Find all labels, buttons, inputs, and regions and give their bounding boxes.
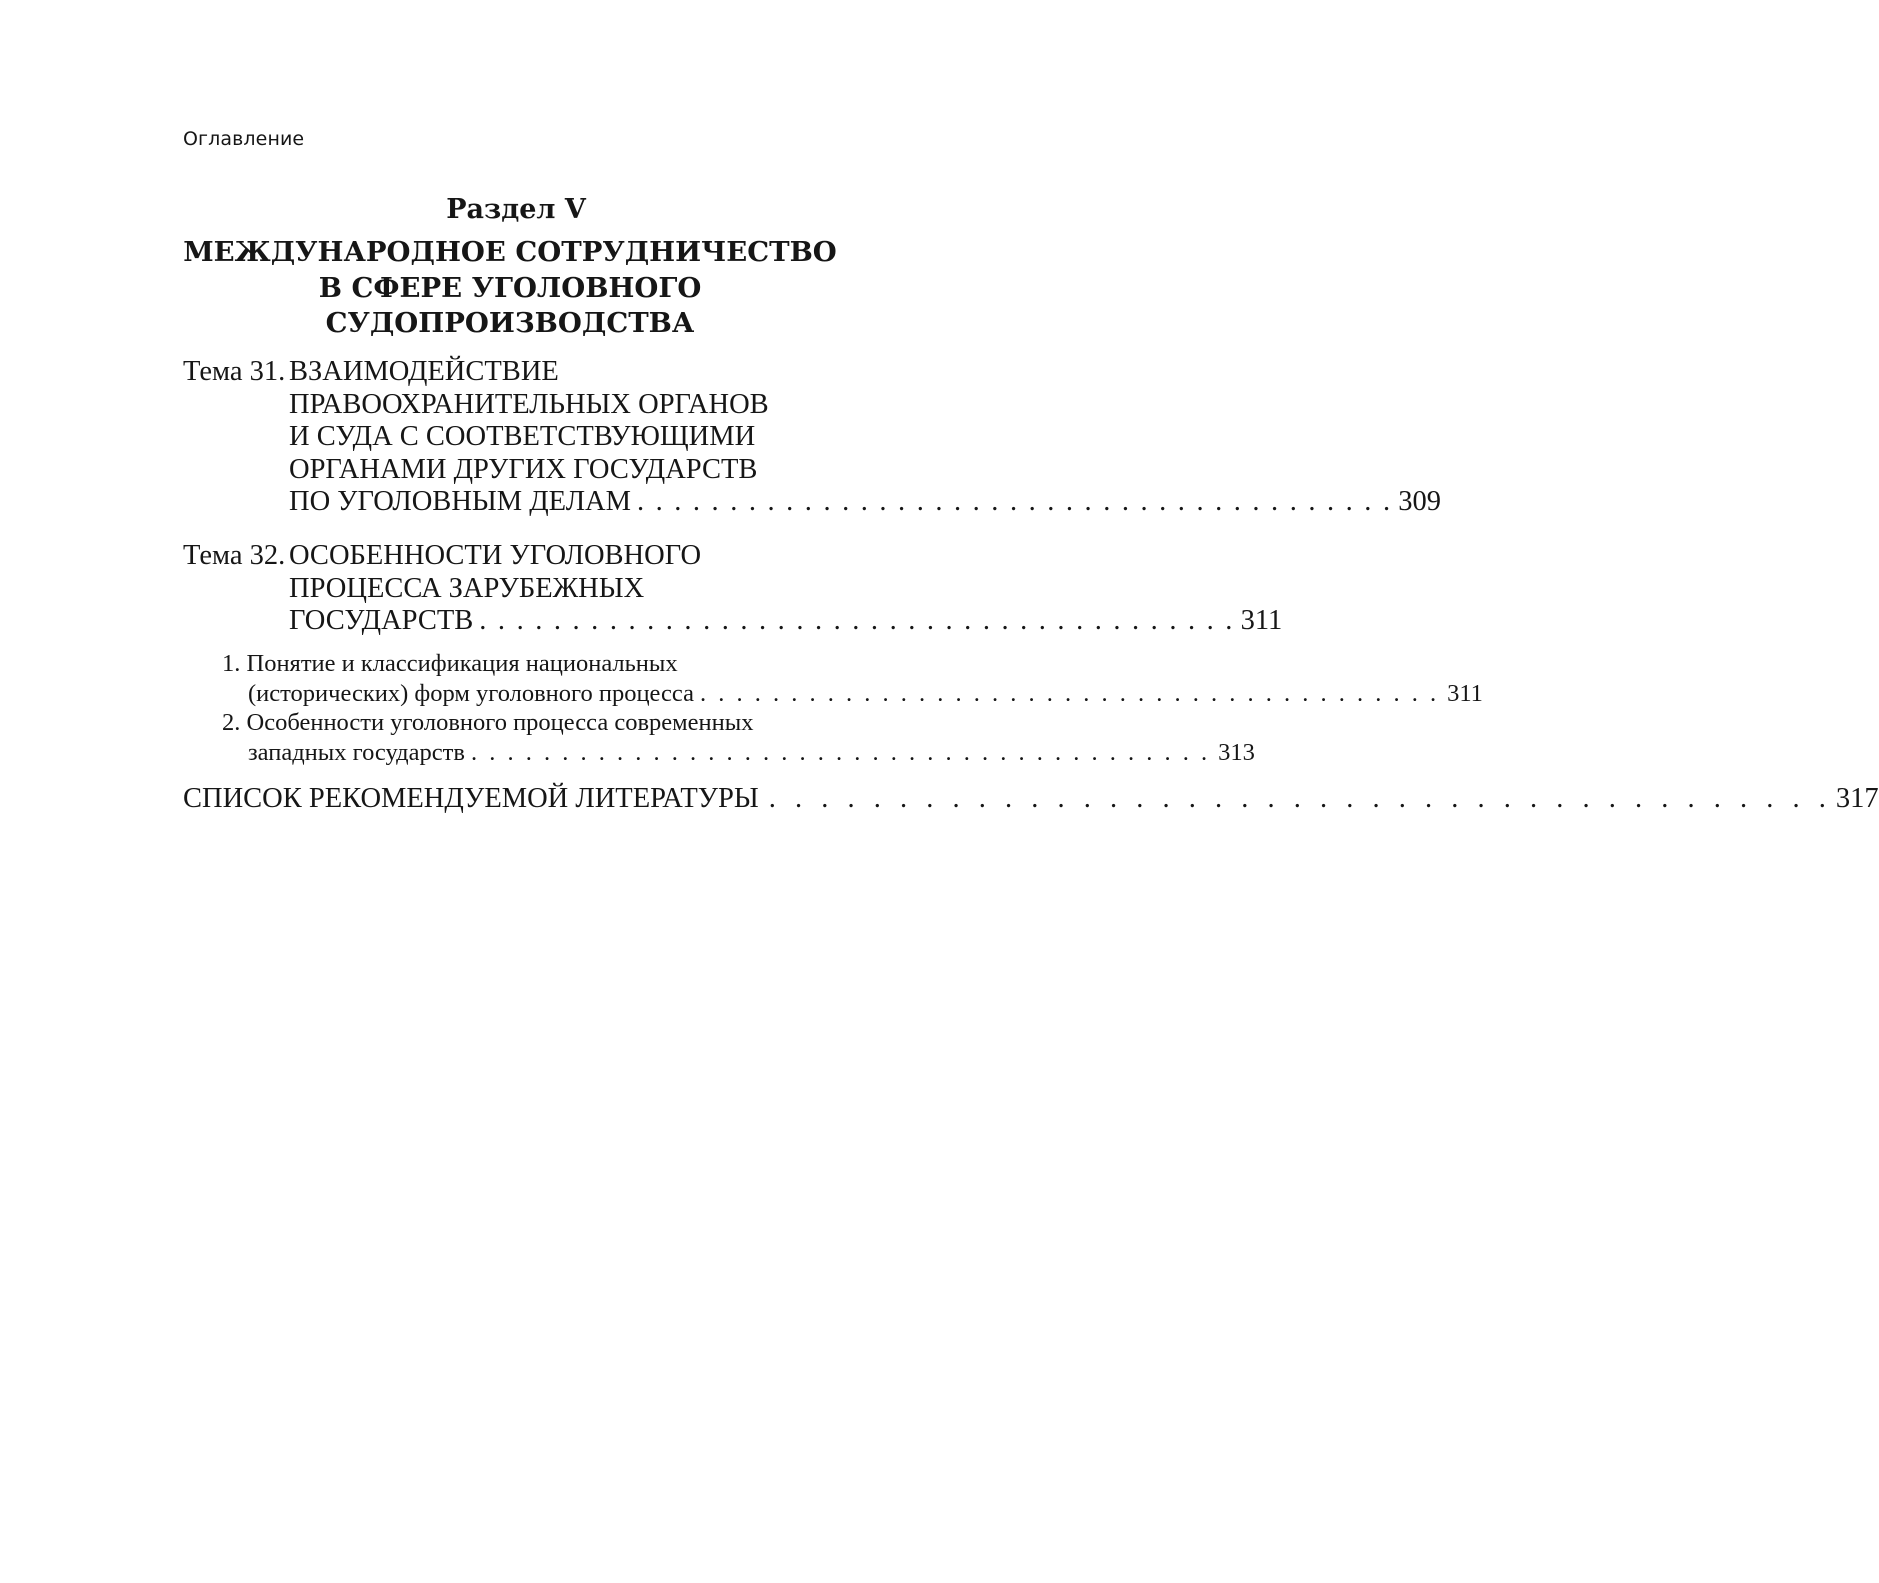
topic-title-line: ПРОЦЕССА ЗАРУБЕЖНЫХ: [289, 572, 645, 604]
page-number: 309: [1398, 486, 1442, 517]
topic-title-line: ГОСУДАРСТВ: [289, 605, 474, 636]
topic-title-line: ПРАВООХРАНИТЕЛЬНЫХ ОРГАНОВ: [289, 388, 769, 420]
section-title-line: СУДОПРОИЗВОДСТВА: [325, 307, 695, 339]
section-title-line: В СФЕРЕ УГОЛОВНОГО: [318, 271, 702, 304]
dot-leader: . . . . . . . . . . . . . . . . . . . . . . . . . . . . . . . . . . . . . . . . .: [479, 605, 1235, 636]
toc-entry-bibliography[interactable]: [183, 783, 1879, 816]
toc-subitem-1[interactable]: [222, 649, 1483, 708]
page-number: 311: [1447, 679, 1483, 707]
section-title: [150, 235, 870, 342]
subitem-title-line: 2. Особенности уголовного процесса современных: [222, 709, 754, 736]
topic-title-line: ОСОБЕННОСТИ УГОЛОВНОГО: [289, 540, 702, 571]
topic-title-line: ПО УГОЛОВНЫМ ДЕЛАМ: [289, 486, 631, 517]
page-number: 311: [1240, 605, 1283, 636]
subitem-title-line: западных государств: [248, 738, 465, 766]
toc-subitem-2[interactable]: [222, 708, 1255, 767]
dot-leader: . . . . . . . . . . . . . . . . . . . . . . . . . . . . . . . . . . . . . . . . .: [636, 486, 1393, 517]
subitem-title-line: (исторических) форм уголовного процесса: [248, 679, 694, 707]
bibliography-title: СПИСОК РЕКОМЕНДУЕМОЙ ЛИТЕРАТУРЫ: [183, 783, 759, 814]
toc-entry-topic-31[interactable]: [183, 356, 1442, 519]
topic-title-line: И СУДА С СООТВЕТСТВУЮЩИМИ: [289, 421, 756, 452]
dot-leader: . . . . . . . . . . . . . . . . . . . . . . . . . . . . . . . . . . . . . . . . .: [470, 738, 1211, 766]
subitem-title-line: 1. Понятие и классификация национальных: [222, 650, 678, 677]
section-heading: [150, 192, 870, 342]
page-number: 313: [1218, 738, 1255, 766]
dot-leader: . . . . . . . . . . . . . . . . . . . . . . . . . . . . . . . . . . . . . . . . .: [699, 679, 1440, 707]
topic-number: Тема 31.: [183, 356, 286, 387]
topic-title-line: ВЗАИМОДЕЙСТВИЕ: [289, 356, 559, 387]
topic-32-subitems: [222, 649, 1483, 767]
dot-leader: . . . . . . . . . . . . . . . . . . . . . . . . . . . . . . . . . . . . . . . . .: [768, 783, 1832, 814]
section-label: Раздел V: [446, 194, 586, 225]
page-number: 317: [1835, 783, 1879, 814]
running-head: Оглавление: [183, 128, 305, 150]
section-title-line: МЕЖДУНАРОДНОЕ СОТРУДНИЧЕСТВО: [183, 236, 837, 268]
toc-entry-topic-32[interactable]: [183, 540, 1283, 638]
topic-number: Тема 32.: [183, 540, 286, 571]
topic-title-line: ОРГАНАМИ ДРУГИХ ГОСУДАРСТВ: [289, 453, 758, 485]
